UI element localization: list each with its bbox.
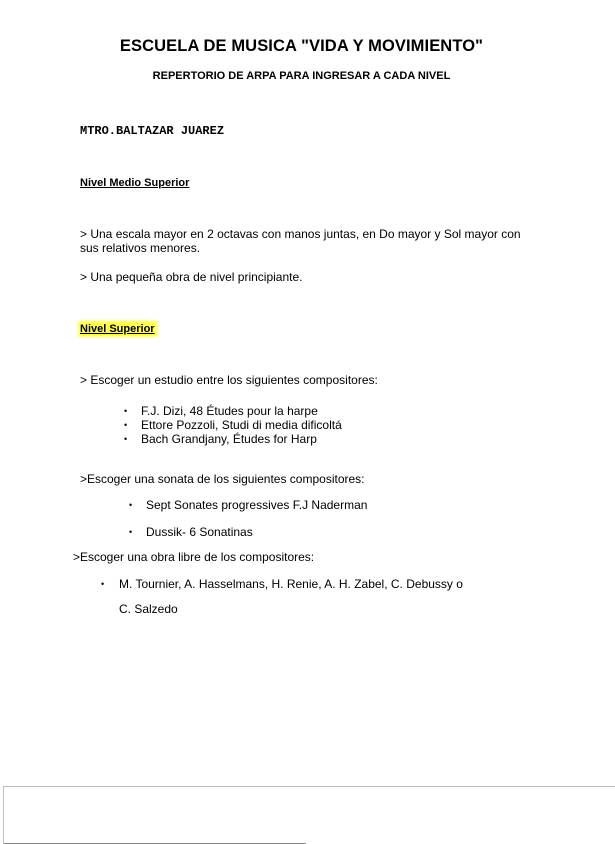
bullet-icon: •: [129, 500, 133, 510]
heading-nivel-superior: Nivel Superior: [80, 323, 155, 335]
sonata-intro: >Escoger una sonata de los siguientes compositores:: [80, 472, 365, 486]
obra-text-line-1: M. Tournier, A. Hasselmans, H. Renie, A. H. Zabel, C. Debussy o: [119, 577, 463, 591]
estudio-intro: > Escoger un estudio entre los siguientes compositores:: [80, 373, 378, 387]
estudio-text: Bach Grandjany, Études for Harp: [141, 432, 317, 446]
bullet-icon: •: [129, 527, 133, 537]
medio-item-2: > Una pequeña obra de nivel principiante.: [80, 270, 303, 284]
page-footer-area: [3, 786, 615, 844]
estudio-text: F.J. Dizi, 48 Études pour la harpe: [141, 404, 318, 418]
obra-text-line-2: C. Salzedo: [119, 602, 178, 616]
sonata-text: Sept Sonates progressives F.J Naderman: [146, 498, 368, 512]
sonata-text: Dussik- 6 Sonatinas: [146, 525, 253, 539]
estudio-text: Ettore Pozzoli, Studi di media dificoltá: [141, 418, 342, 432]
medio-item-1-line-1: > Una escala mayor en 2 octavas con manos juntas, en Do mayor y Sol mayor con: [80, 227, 521, 241]
document-title: ESCUELA DE MUSICA "VIDA Y MOVIMIENTO": [119, 37, 484, 55]
bullet-icon: •: [124, 420, 128, 430]
teacher-name: MTRO.BALTAZAR JUAREZ: [80, 124, 225, 138]
document-subtitle: REPERTORIO DE ARPA PARA INGRESAR A CADA NIVEL: [152, 70, 451, 82]
bullet-icon: •: [101, 579, 105, 589]
medio-item-1-line-2: sus relativos menores.: [80, 241, 201, 255]
bullet-icon: •: [124, 434, 128, 444]
bullet-icon: •: [124, 406, 128, 416]
obra-intro: >Escoger una obra libre de los compositores:: [73, 550, 315, 564]
heading-nivel-medio-superior: Nivel Medio Superior: [80, 177, 190, 189]
